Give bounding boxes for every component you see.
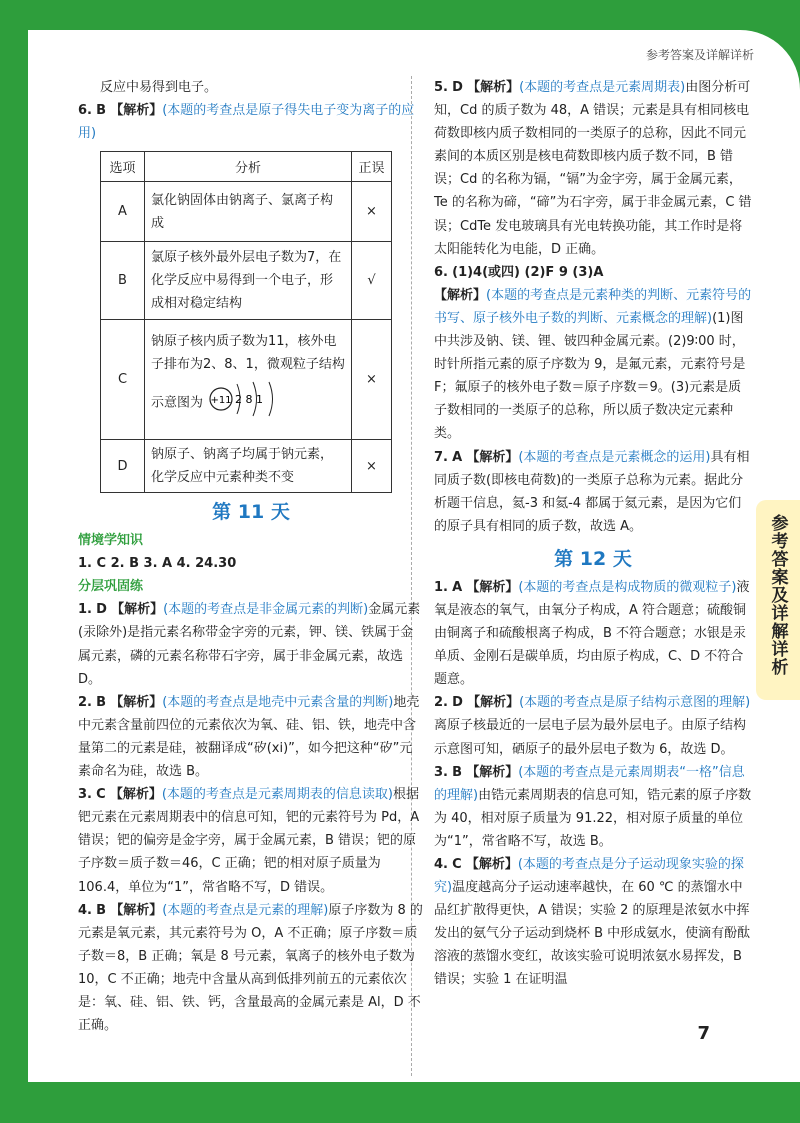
table-row	[101, 440, 392, 493]
item-answer: D	[452, 695, 463, 711]
table-cell-analysis: 钠原子、钠离子均属于钠元素，化学反应中元素种类不变	[145, 440, 352, 493]
section-heading: 情境学知识	[78, 533, 144, 549]
table-cell-analysis	[145, 320, 352, 440]
table-cell-analysis: 氯化钠固体由钠离子、氯离子构成	[145, 182, 352, 242]
analysis-tag: 【解析】	[434, 287, 487, 303]
analysis-tag: 【解析】	[110, 902, 163, 918]
item-number: 6.	[434, 264, 448, 280]
shell-electrons: 2 8 1	[235, 392, 264, 406]
key-point: (本题的考查点是元素周期表)	[519, 80, 686, 95]
analysis-tag: 【解析】	[466, 449, 519, 465]
analysis-tag: 【解析】	[466, 764, 519, 780]
left-column	[78, 76, 424, 1037]
table-cell-analysis: 氯原子核外最外层电子数为7，在化学反应中易得到一个电子，形成相对稳定结构	[145, 242, 352, 320]
item-text: 液氧是液态的氧气，由氧分子构成，A 符合题意；硫酸铜由铜离子和硫酸根离子构成，B 不符合题意；水银是汞单质、金刚石是碳单质，均由原子构成，C、D 不符合题意。	[434, 579, 750, 688]
answer-item	[78, 691, 424, 783]
table-cell-option: C	[101, 320, 145, 440]
table-row	[101, 320, 392, 440]
table-header: 正误	[352, 152, 392, 182]
day-heading: 第 11 天	[212, 501, 290, 524]
item-answer: (1)4(或四) (2)F 9 (3)A	[452, 264, 604, 280]
item-answer: A	[452, 449, 463, 465]
item-text: 具有相同质子数(即核电荷数)的一类原子总称为元素。据此分析题干信息，氦-3 和氦-4 都属于氦元素，是因为它们的原子具有相同的质子数，故选 A。	[434, 449, 750, 534]
analysis-table	[100, 151, 392, 493]
key-point: (本题的考查点是原子结构示意图的理解)	[519, 695, 751, 711]
item-number: 7.	[434, 449, 448, 465]
answer-item	[434, 446, 752, 538]
answer-item-6	[78, 99, 424, 145]
item-number: 5.	[434, 80, 448, 95]
item-answer: D	[452, 80, 463, 95]
item-text: 地壳中元素含量前四位的元素依次为氧、硅、铝、铁，地壳中含量第二的元素是硅，被翻译成“矽(xi)”，如今把这种“矽”元素命名为硅，故选 B。	[78, 694, 420, 780]
answer-item	[434, 691, 752, 760]
answer-item	[78, 899, 424, 1038]
item-text: 由锆元素周期表的信息可知，锆元素的原子序数为 40，相对原子质量为 91.22，相对原子质量的单位为“1”，常省略不写，故选 B。	[434, 787, 752, 849]
item-number: 1.	[78, 602, 92, 618]
running-header: 参考答案及详解详析	[645, 48, 754, 62]
item-number: 1.	[434, 579, 448, 595]
item-number: 6.	[78, 103, 92, 119]
answer-item-6-analysis	[434, 284, 752, 446]
item-answer: C	[96, 787, 106, 803]
side-tab	[756, 500, 800, 700]
key-point: (本题的考查点是元素周期表的信息读取)	[161, 787, 393, 803]
item-answer: D	[96, 602, 107, 618]
analysis-tag: 【解析】	[111, 602, 164, 618]
table-cell-mark: √	[352, 242, 392, 320]
key-point: (本题的考查点是元素概念的运用)	[518, 449, 711, 465]
answer-item	[78, 598, 424, 690]
analysis-tag: 【解析】	[109, 787, 162, 803]
cell-text: 示意图为	[151, 395, 204, 411]
item-text: 金属元素(汞除外)是指元素名称带金字旁的元素，钾、镁、铁属于金属元素，磷的元素名称带石字旁，属于非金属元素，故选 D。	[78, 602, 421, 687]
item-text: (1)图中共涉及钠、镁、锂、铍四种金属元素。(2)9∶00 时，时针所指元素的原子序数为 9，是氟元素，元素符号是 F；氟原子的核外电子数＝原子序数＝9。(3)元素是质子数相同的一类原子的总称，所以质子数决定元素种类。	[434, 310, 746, 442]
key-point: (本题的考查点是分子运动现象实验的探究)	[434, 857, 744, 896]
analysis-tag: 【解析】	[110, 694, 163, 710]
item-number: 2.	[434, 695, 448, 711]
item-answer: B	[96, 902, 107, 918]
cell-text: 钠原子核内质子数为11，核外电子排布为2、8、1，微观粒子结构	[151, 333, 345, 372]
item-text: 根据钯元素在元素周期表中的信息可知，钯的元素符号为 Pd，A 错误；钯的偏旁是金字旁，属于金属元素，B 错误；钯的原子序数＝质子数＝46，C 正确；钯的相对原子质量为 106.4，单位为“1”，常省略不写，D 错误。	[78, 787, 420, 895]
answer-item	[434, 761, 752, 853]
analysis-tag: 【解析】	[465, 857, 518, 872]
item-number: 4.	[434, 857, 448, 872]
day-heading: 第 12 天	[554, 547, 632, 570]
item-answer: A	[452, 579, 463, 595]
item-answer: B	[96, 103, 107, 119]
key-point: (本题的考查点是元素周期表“一格”信息的理解)	[434, 764, 745, 803]
table-cell-option: A	[101, 182, 145, 242]
table-header-row	[101, 152, 392, 182]
table-header: 分析	[145, 152, 352, 182]
nucleus-label: +11	[210, 394, 232, 406]
analysis-tag: 【解析】	[110, 103, 163, 119]
key-point: (本题的考查点是构成物质的微观粒子)	[518, 579, 737, 595]
key-point: (本题的考查点是非金属元素的判断)	[163, 602, 369, 618]
atom-structure-diagram	[207, 376, 287, 430]
table-cell-mark: ×	[352, 320, 392, 440]
answer-item	[434, 576, 752, 691]
table-row	[101, 242, 392, 320]
side-tab-label: 参考答案及详解详析	[767, 514, 788, 676]
table-cell-mark: ×	[352, 440, 392, 493]
item-answer: B	[96, 694, 107, 710]
answer-line: 1. C 2. B 3. A 4. 24.30	[78, 556, 237, 572]
item-answer: B	[452, 764, 463, 780]
answer-item	[78, 783, 424, 898]
key-point: (本题的考查点是原子得失电子变为离子的应用)	[78, 103, 415, 142]
item-number: 3.	[78, 787, 92, 803]
answer-item-6	[434, 261, 752, 284]
table-cell-option: B	[101, 242, 145, 320]
key-point: (本题的考查点是地壳中元素含量的判断)	[162, 694, 394, 710]
answer-item	[434, 853, 752, 992]
answer-item	[434, 76, 752, 261]
item-text: 由图分析可知，Cd 的质子数为 48，A 错误；元素是具有相同核电荷数即核内质子数相同的一类原子的总称，因此不同元素间的本质区别是核电荷数即核内质子数不同，B 错误；Cd 的名称为镉，“镉”为金字旁，属于金属元素，Te 的名称为碲，“碲”为石字旁，属于非金属元素，C 错误；CdTe 发电玻璃具有光电转换功能，其工作时是将太阳能转化为电能，D 正确。	[434, 80, 752, 257]
right-column	[434, 76, 752, 992]
table-cell-option: D	[101, 440, 145, 493]
table-row	[101, 182, 392, 242]
item-text: 离原子核最近的一层电子层为最外层电子。由原子结构示意图可知，硒原子的最外层电子数为 6，故选 D。	[434, 718, 747, 757]
section-heading: 分层巩固练	[78, 579, 144, 595]
item-number: 4.	[78, 902, 92, 918]
item-text: 温度越高分子运动速率越快，在 60 ℃ 的蒸馏水中品红扩散得更快，A 错误；实验 2 的原理是浓氨水中挥发出的氨气分子运动到烧杯 B 中形成氨水，使滴有酚酞溶液的蒸馏水变红，故该实验可说明浓氨水易挥发，B 错误；实验 1 在证明温	[434, 880, 751, 988]
continued-text: 反应中易得到电子。	[100, 80, 218, 95]
page-sheet	[28, 30, 800, 1082]
item-number: 2.	[78, 694, 92, 710]
page-number: 7	[697, 1023, 710, 1044]
analysis-tag: 【解析】	[467, 80, 520, 95]
table-header: 选项	[101, 152, 145, 182]
key-point: (本题的考查点是元素种类的判断、元素符号的书写、原子核外电子数的判断、元素概念的理解)	[434, 287, 752, 326]
item-number: 3.	[434, 764, 448, 780]
key-point: (本题的考查点是元素的理解)	[162, 902, 329, 918]
analysis-tag: 【解析】	[467, 695, 520, 711]
item-text: 原子序数为 8 的元素是氧元素，其元素符号为 O，A 不正确；原子序数＝质子数＝8，B 正确；氧是 8 号元素，氧离子的核外电子数为 10，C 不正确；地壳中含量从高到低排列前五的元素依次是：氧、硅、铝、铁、钙，含量最高的金属元素是 Al，D 不正确。	[78, 902, 423, 1034]
analysis-tag: 【解析】	[466, 579, 519, 595]
item-answer: C	[452, 857, 462, 872]
table-cell-mark: ×	[352, 182, 392, 242]
